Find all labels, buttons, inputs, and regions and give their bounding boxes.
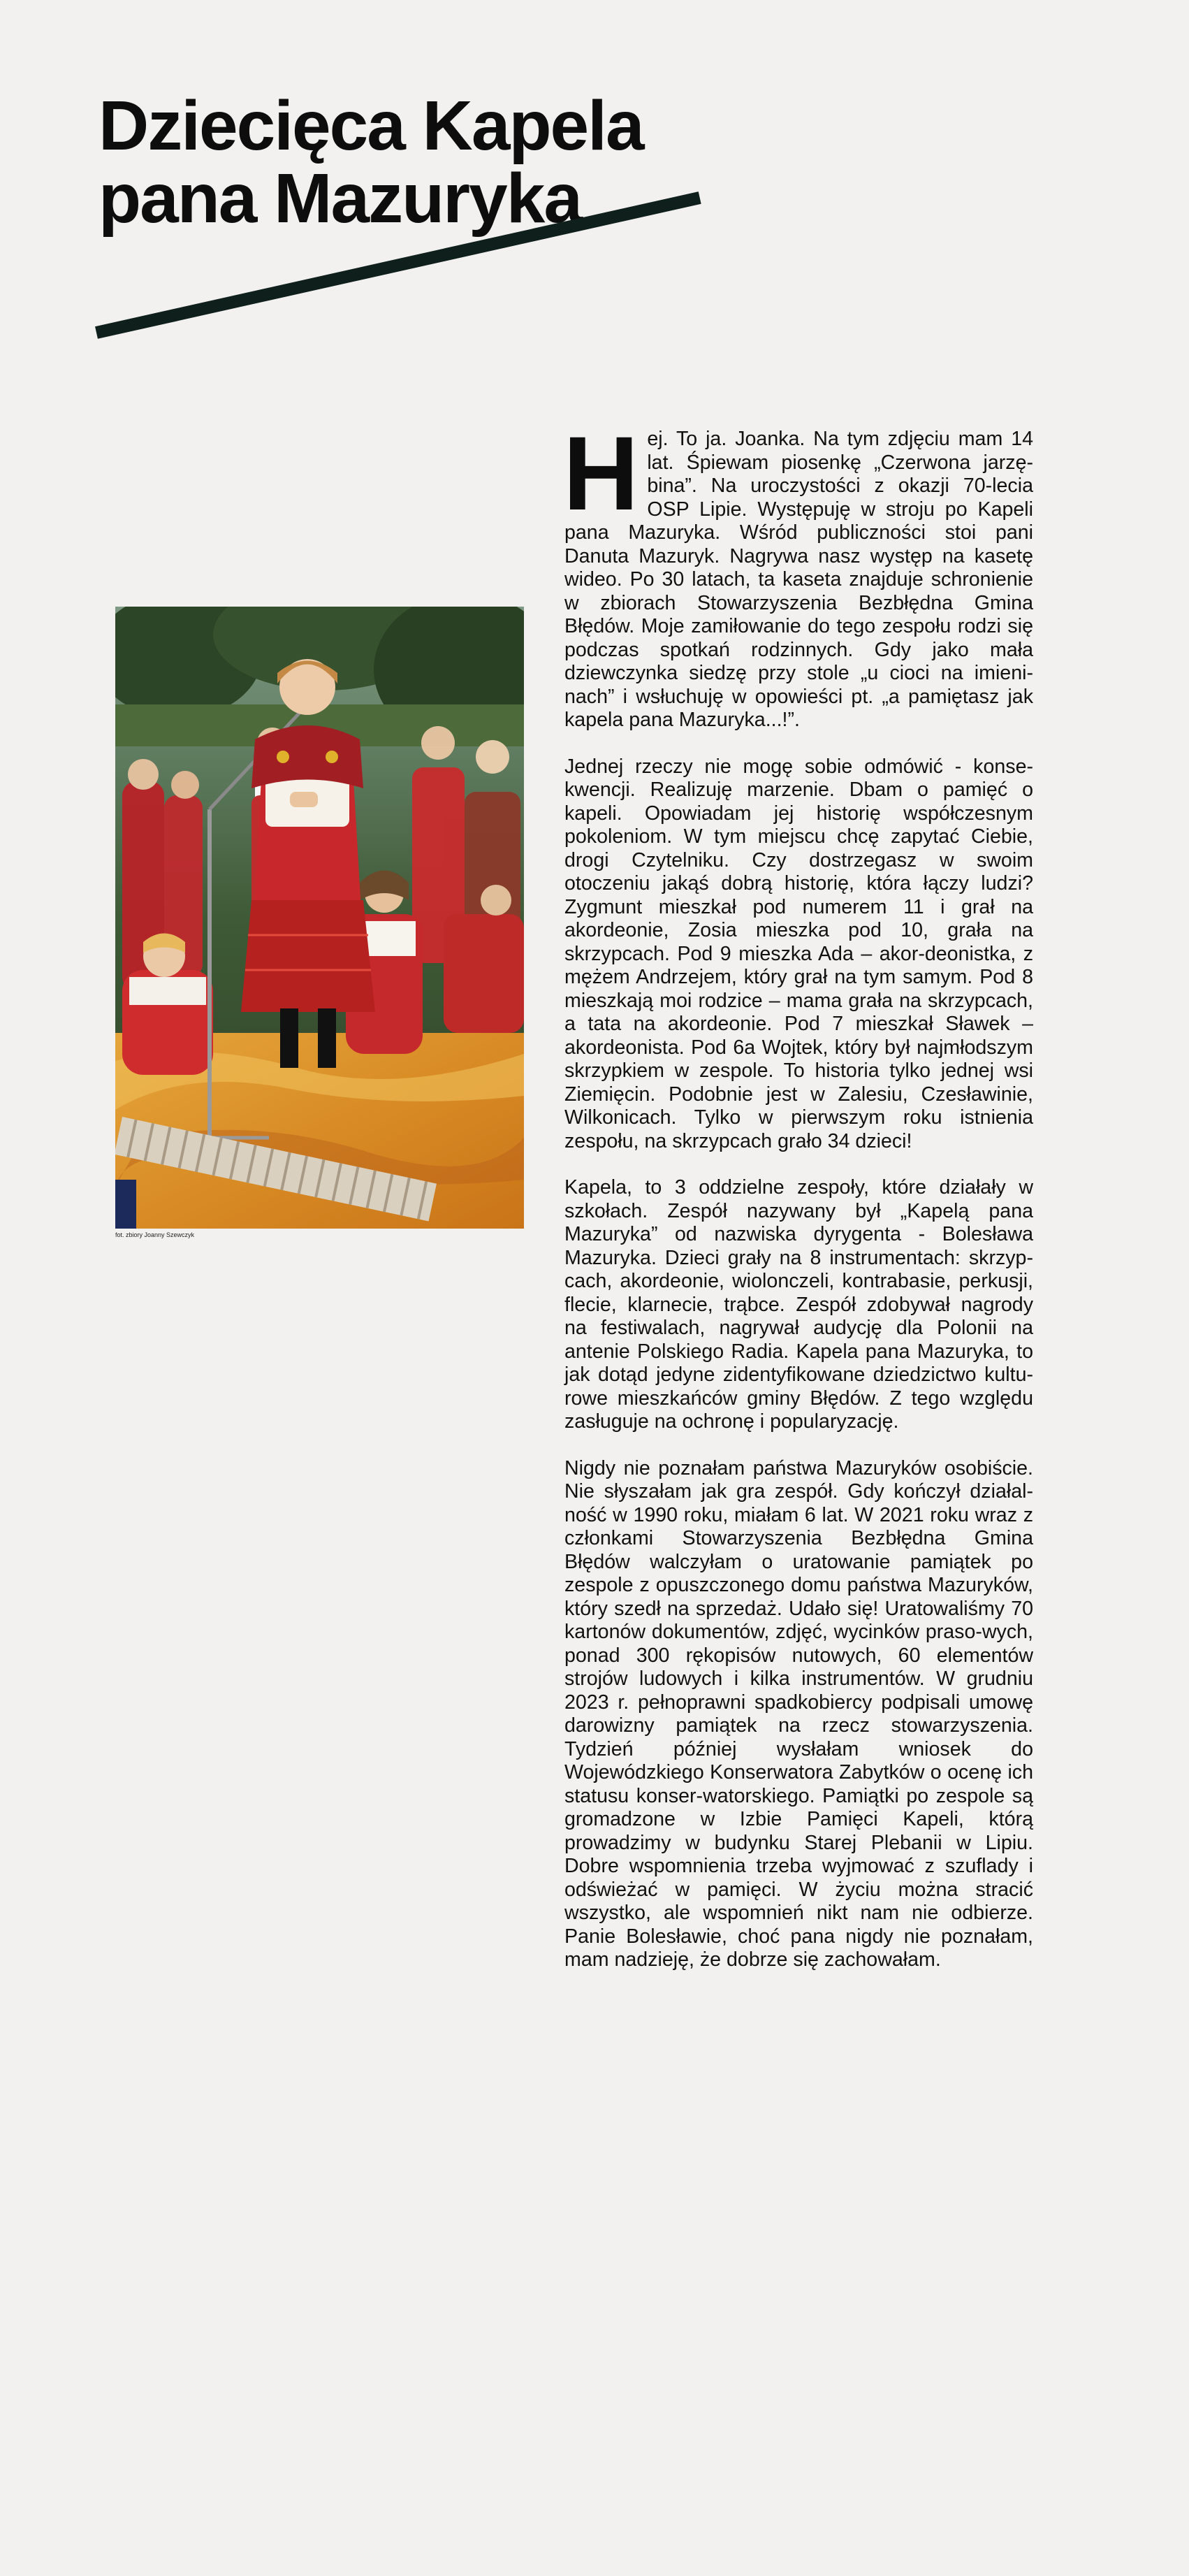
photo-girl-singing-in-folk-costume	[115, 607, 524, 1229]
paragraph-2: Jednej rzeczy nie mogę sobie odmówić - konse-kwencji. Realizuję marzenie. Dbam o pamięć o kapeli. Opowiadam jej historię współczesnym pokoleniom. W tym miejscu chcę zapytać Ciebie, drogi Czytelniku. Czy dostrzegasz w swoim otoczeniu jakąś dobrą historię, która łączy ludzi? Zygmunt mieszkał pod numerem 11 i grał na akordeonie, Zosia mieszka pod 10, grała na skrzypcach. Pod 9 mieszka Ada – akor-deonistka, z mężem Andrzejem, który grał na tym samym. Pod 8 mieszkają moi rodzice – mama grała na skrzypcach, a tata na akordeonie. Pod 7 mieszkał Sławek – akordeonista. Pod 6a Wojtek, który był najmłodszym skrzypkiem w zespole. To historia tylko jednej wsi Ziemięcin. Podobnie jest w Zalesiu, Czesławinie, Wilkonicach. Tylko w pierwszym roku istnienia zespołu, na skrzypcach grało 34 dzieci!	[564, 755, 1033, 1152]
paragraph-1	[563, 414, 1033, 732]
title-line-1: Dziecięca Kapela	[99, 87, 643, 165]
photo-credit: fot. zbiory Joanny Szewczyk	[115, 1231, 195, 1238]
paragraph-3: Kapela, to 3 oddzielne zespoły, które działały w szkołach. Zespół nazywany był „Kapelą pana Mazuryka” od nazwiska dyrygenta - Bolesława Mazuryka. Dzieci grały na 8 instrumentach: skrzyp-cach, akordeonie, wiolonczeli, kontrabasie, perkusji, flecie, klarnecie, trąbce. Zespół zdobywał nagrody na festiwalach, nagrywał audycję dla Polonii na antenie Polskiego Radia. Kapela pana Mazuryka, to jak dotąd jedyne zidentyfikowane dziedzictwo kultu-rowe mieszkańców gminy Błędów. Z tego względu zasługuje na ochronę i popularyzację.	[564, 1176, 1033, 1433]
title-line-2: pana Mazuryka	[99, 159, 581, 238]
article-body	[563, 414, 1033, 1995]
paragraph-4: Nigdy nie poznałam państwa Mazuryków osobiście. Nie słyszałam jak gra zespół. Gdy kończył działal-ność w 1990 roku, miałam 6 lat. W 2021 roku wraz z członkami Stowarzyszenia Bezbłędna Gmina Błędów walczyłam o uratowanie pamiątek po zespole z opuszczonego domu państwa Mazuryków, który szedł na sprzedaż. Udało się! Uratowaliśmy 70 kartonów dokumentów, zdjęć, wycinków praso-wych, ponad 300 rękopisów nutowych, 60 elementów strojów ludowych i kilka instrumentów. W grudniu 2023 r. pełnoprawni spadkobiercy podpisali umowę darowizny pamiątek na rzecz stowarzyszenia. Tydzień później wysłałam wniosek do Wojewódzkiego Konserwatora Zabytków o ocenę ich statusu konser-watorskiego. Pamiątki po zespole są gromadzone w Izbie Pamięci Kapeli, którą prowadzimy w budynku Starej Plebanii w Lipiu. Dobre wspomnienia trzeba wyjmować z szuflady i odświeżać w pamięci. W życiu można stracić wszystko, ale wspomnień nikt nam nie odbierze. Panie Bolesławie, choć pana nigdy nie poznałam, mam nadzieję, że dobrze się zachowałam.	[564, 1456, 1033, 1971]
paragraph-1-text: ej. To ja. Joanka. Na tym zdjęciu mam 14 lat. Śpiewam piosenkę „Czerwona jarzę-bina”. Na uroczystości z okazji 70-lecia OSP Lipie. Występuję w stroju po Kapeli pana Mazuryka. Wśród publiczności stoi pani Danuta Mazuryk. Nagrywa nasz występ na kasetę wideo. Po 30 latach, ta kaseta znajduje schronienie w zbiorach Stowarzyszenia Bezbłędna Gmina Błędów. Moje zamiłowanie do tego zespołu rodzi się podczas spotkań rodzinnych. Gdy jako mała dziewczynka siedzę przy stole „u cioci na imieni-nach” i wsłuchuję w opowieści pt. „a pamiętasz jak kapela pana Mazuryka...!”.	[564, 428, 1033, 731]
drop-cap: H	[563, 414, 639, 532]
